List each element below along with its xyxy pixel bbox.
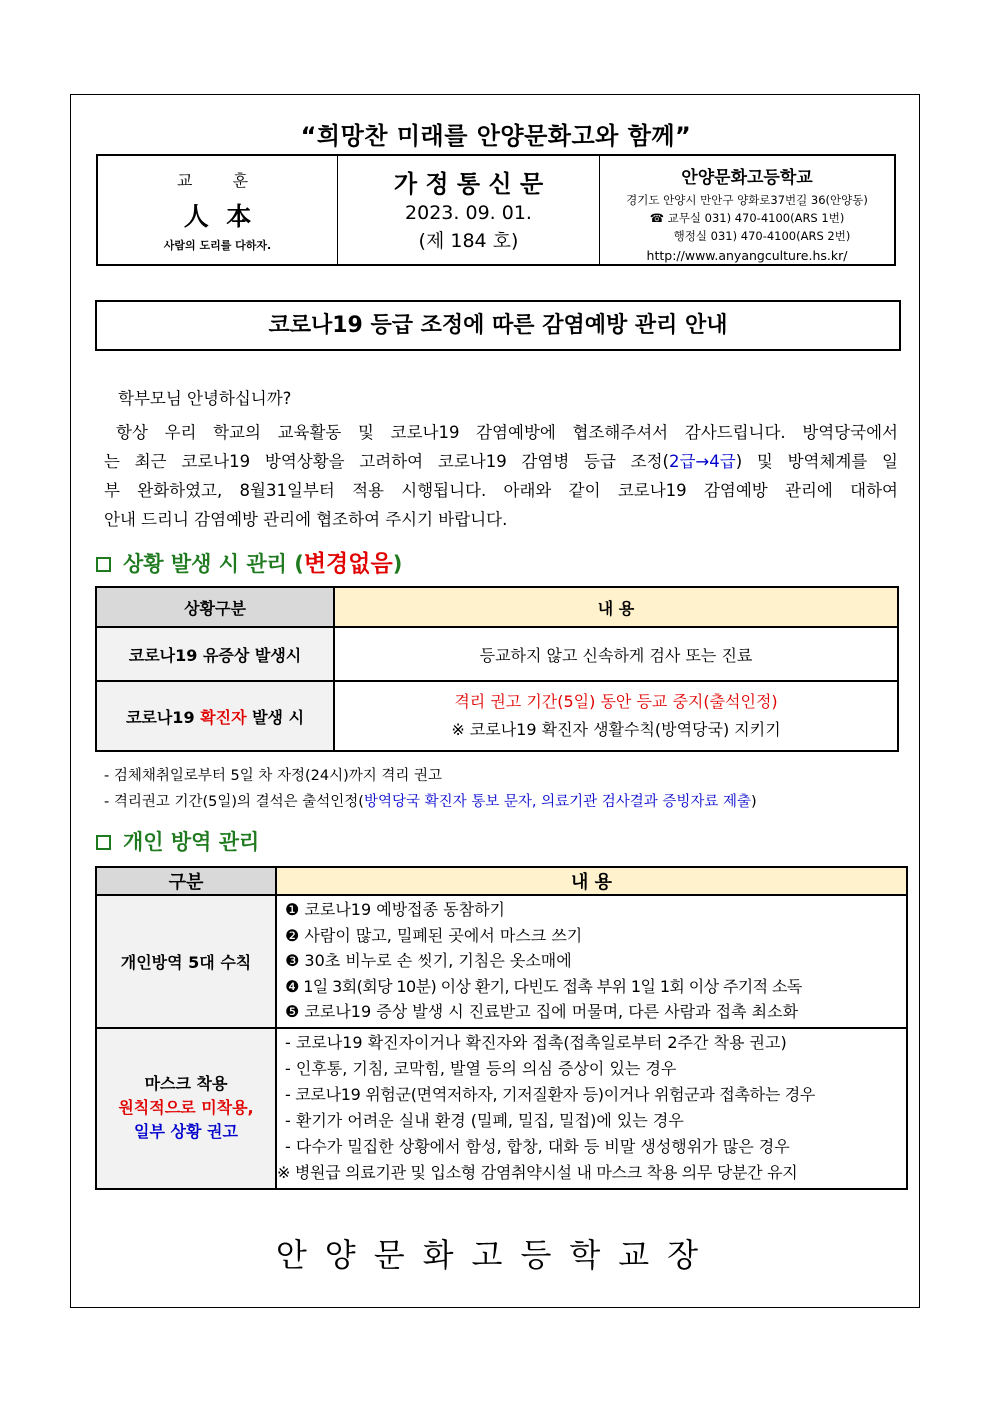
table-row (96, 681, 898, 751)
note-2-c: ) (751, 794, 757, 810)
confirmed-label-c: 발생 시 (246, 707, 305, 727)
mask-label (96, 1028, 276, 1189)
table-header-content: 내 용 (276, 867, 907, 895)
body-line-2-c: ) 및 방역체계를 일 (735, 452, 898, 471)
list-item: ※ 병원급 의료기관 및 입소형 감염취약시설 내 마스크 착용 의무 당분간 유지 (277, 1162, 798, 1182)
personal-table (95, 866, 908, 1190)
school-address: 경기도 안양시 만안구 양화로37번길 36(안양동) (626, 193, 868, 207)
isolation-text: 격리 권고 기간(5일) 동안 등교 중지(출석인정) (454, 692, 778, 711)
newsletter-issue: (제 184 호) (418, 230, 519, 252)
section-1-close: ) (392, 552, 403, 576)
document-title: 코로나19 등급 조정에 따른 감염예방 관리 안내 (95, 300, 901, 351)
body-line-2-a: 는 최근 코로나19 방역상황을 고려하여 코로나19 감염병 등급 조정( (104, 452, 669, 471)
square-bullet-icon (96, 835, 111, 850)
school-name: 안양문화고등학교 (681, 168, 813, 188)
list-item: - 인후통, 기침, 코막힘, 발열 등의 의심 증상이 있는 경우 (285, 1058, 677, 1078)
rules-label: 개인방역 5대 수칙 (96, 895, 276, 1028)
grade-change: 2급→4급 (669, 452, 736, 471)
list-item: ❺ 코로나19 증상 발생 시 진료받고 집에 머물며, 다른 사람과 접촉 최소화 (285, 1002, 799, 1021)
greeting: 학부모님 안녕하십니까? (118, 389, 292, 408)
motto-sub: 사람의 도리를 다하자. (163, 239, 272, 252)
list-item: ❷ 사람이 많고, 밀폐된 곳에서 마스크 쓰기 (285, 925, 583, 945)
body-line-1: 항상 우리 학교의 교육활동 및 코로나19 감염예방에 협조해주셔서 감사드립니다. 방역당국에서 (116, 423, 898, 442)
section-2-title: 개인 방역 관리 (123, 830, 260, 854)
table-header-category: 상황구분 (96, 587, 334, 627)
square-bullet-icon (96, 557, 111, 572)
section-personal-heading (96, 826, 259, 856)
table-row (96, 895, 907, 1028)
table-row (96, 1028, 907, 1189)
school-url[interactable]: http://www.anyangculture.hs.kr/ (646, 248, 848, 263)
school-phone-office: ☎ 교무실 031) 470-4100(ARS 1번) (649, 211, 845, 225)
school-slogan: “희망찬 미래를 안양문화고와 함께” (300, 122, 692, 150)
list-item: - 코로나19 확진자이거나 확진자와 접촉(접촉일로부터 2주간 착용 권고) (285, 1032, 787, 1052)
note-1: - 검체채취일로부터 5일 차 자정(24시)까지 격리 권고 (104, 768, 443, 784)
list-item: - 환기가 어려운 실내 환경 (밀폐, 밀집, 밀접)에 있는 경우 (285, 1110, 684, 1130)
motto-main: 人 本 (183, 202, 252, 231)
note-2 (104, 790, 757, 811)
confirmed-label (96, 681, 334, 751)
table-row (96, 627, 898, 681)
body-line-4: 안내 드리니 감염예방 관리에 협조하여 주시기 바랍니다. (104, 510, 508, 529)
note-2-evidence: 방역당국 확진자 통보 문자, 의료기관 검사결과 증빙자료 제출 (363, 794, 752, 810)
list-item: - 코로나19 위험군(면역저하자, 기저질환자 등)이거나 위험군과 접촉하는 경우 (285, 1084, 816, 1104)
symptom-label: 코로나19 유증상 발생시 (96, 627, 334, 681)
motto-cell (98, 156, 338, 264)
list-item: ❶ 코로나19 예방접종 동참하기 (285, 900, 505, 919)
table-header-content: 내 용 (334, 587, 898, 627)
motto-label: 교 훈 (176, 171, 259, 190)
table-header-row (96, 587, 898, 627)
mask-label-title: 마스크 착용 (144, 1074, 228, 1093)
rules-text: ※ 코로나19 확진자 생활수칙(방역당국) 지키기 (451, 720, 781, 739)
list-item: - 다수가 밀집한 상황에서 함성, 합창, 대화 등 비말 생성행위가 많은 경우 (285, 1136, 790, 1156)
section-situation-heading (96, 545, 402, 578)
note-2-a: - 격리권고 기간(5일)의 결석은 출석인정( (104, 794, 364, 810)
list-item: ❸ 30초 비누로 손 씻기, 기침은 옷소매에 (285, 951, 572, 970)
symptom-content: 등교하지 않고 신속하게 검사 또는 진료 (334, 627, 898, 681)
table-header-row (96, 867, 907, 895)
confirmed-label-highlight: 확진자 (200, 707, 247, 727)
body-line-3: 부 완화하였고, 8월31일부터 적용 시행됩니다. 아래와 같이 코로나19 감염예방 관리에 대하여 (104, 481, 898, 500)
body-line-2 (104, 447, 898, 476)
no-change-badge: 변경없음 (303, 551, 393, 577)
newsletter-cell (338, 156, 600, 264)
school-phone-admin: 행정실 031) 470-4100(ARS 2번) (673, 229, 851, 243)
letter-header (96, 154, 896, 266)
situation-table (95, 586, 899, 752)
table-header-category: 구분 (96, 867, 276, 895)
mask-label-recommend: 일부 상황 권고 (134, 1122, 238, 1141)
rules-list (276, 895, 907, 1028)
principal-signature: 안양문화고등학교장 (275, 1236, 717, 1274)
confirmed-label-a: 코로나19 (125, 707, 201, 727)
section-1-title: 상황 발생 시 관리 ( (123, 552, 304, 576)
newsletter-title: 가 정 통 신 문 (393, 170, 544, 198)
list-item: ❹ 1일 3회(회당 10분) 이상 환기, 다빈도 접촉 부위 1일 1회 이상 주기적 소독 (285, 976, 802, 996)
mask-list (276, 1028, 907, 1189)
newsletter-date: 2023. 09. 01. (405, 202, 532, 224)
confirmed-content (334, 681, 898, 751)
mask-label-principle: 원칙적으로 미착용, (118, 1098, 254, 1117)
school-info-cell (600, 156, 894, 264)
